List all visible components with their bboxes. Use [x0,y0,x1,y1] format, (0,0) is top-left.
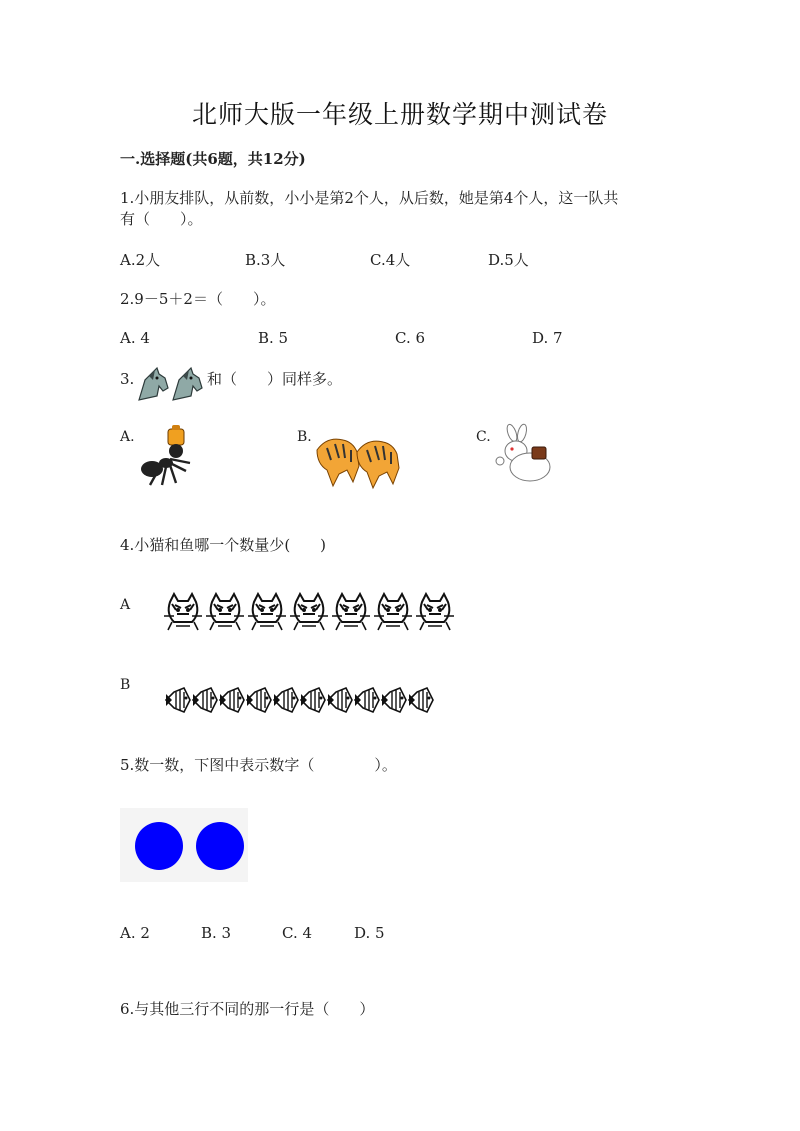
cat-icon [164,594,202,630]
q5-option-a: A. 2 [120,924,150,942]
tiger-icon [357,441,399,488]
q2-option-b: B. 5 [258,329,289,347]
q3-option-b: B. [297,429,312,445]
horse-pair-image [135,366,205,404]
cat-icon [416,594,454,630]
q4-row-a-label: A [120,597,131,613]
fish-icon [247,688,271,712]
fish-icon [220,688,244,712]
fish-icon [355,688,379,712]
circle-count-figure [120,808,248,882]
fish-row [164,684,438,716]
question-1-line2: 有（ ）。 [120,210,203,228]
q3-option-c: C. [476,429,491,445]
rabbit-image [492,425,562,487]
question-2: 2.9－5＋2＝（ ）。 [120,290,276,308]
fish-icon [193,688,217,712]
horse-head-icon [173,368,202,400]
q5-option-c: C. 4 [282,924,313,942]
fish-icon [301,688,325,712]
fish-icon [382,688,406,712]
question-1 [120,188,618,230]
cat-icon [290,594,328,630]
fish-icon [274,688,298,712]
q5-option-d: D. 5 [354,924,385,942]
cat-icon [206,594,244,630]
q2-option-c: C. 6 [395,329,426,347]
question-4: 4.小猫和鱼哪一个数量少( ) [120,536,327,554]
question-1-line1: 1.小朋友排队，从前数，小小是第2个人，从后数，她是第4个人，这一队共 [120,189,619,207]
q4-row-b-label: B [120,677,131,693]
fish-icon [166,688,190,712]
fish-icon [409,688,433,712]
fish-icon [328,688,352,712]
q2-option-d: D. 7 [532,329,563,347]
cat-icon [248,594,286,630]
q1-option-c: C.4人 [370,251,411,269]
q1-option-d: D.5人 [488,251,529,269]
ant-icon [141,425,190,485]
ant-image [140,425,210,491]
q1-option-b: B.3人 [245,251,286,269]
question-6: 6.与其他三行不同的那一行是（ ） [120,1000,375,1018]
page-title: 北师大版一年级上册数学期中测试卷 [191,100,608,129]
tiger-pair-image [313,430,401,488]
question-5: 5.数一数，下图中表示数字（ ）。 [120,756,397,774]
horse-head-icon [139,368,168,400]
blue-circle [196,822,244,870]
q2-option-a: A. 4 [120,329,150,347]
question-3-prefix: 3. [120,370,135,388]
tiger-icon [317,439,359,486]
q3-option-a: A. [120,429,135,445]
cat-icon [374,594,412,630]
cat-icon [332,594,370,630]
q1-option-a: A.2人 [120,251,161,269]
question-3-text: 和（ ）同样多。 [207,370,343,388]
rabbit-icon [496,423,550,481]
blue-circle [135,822,183,870]
section-heading: 一.选择题(共6题，共12分) [120,150,306,168]
cat-row [162,592,468,634]
q5-option-b: B. 3 [201,924,232,942]
